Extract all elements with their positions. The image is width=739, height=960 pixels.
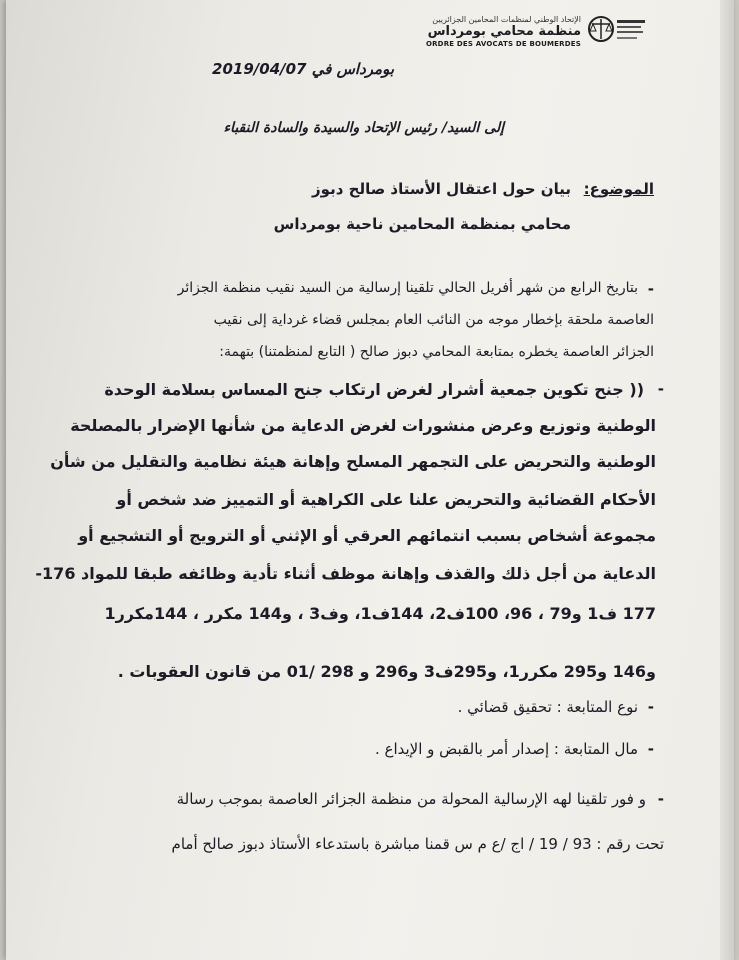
subject-label: الموضوع:: [583, 180, 654, 198]
bullet-dash: -: [647, 740, 654, 758]
date-line: بومرداس في 2019/04/07: [212, 60, 394, 78]
closing-line: و فور تلقينا لهه الإرسالية المحولة من منظمة الجزائر العاصمة بموجب رسالة: [176, 790, 646, 808]
paper-edge: [720, 0, 734, 960]
letterhead-org-name-fr: ORDRE DES AVOCATS DE BOUMERDES: [425, 40, 581, 48]
charges-line: الدعاية من أجل ذلك والقذف وإهانة موظف أثناء تأدية وظائفه طبقا للمواد 176-: [35, 564, 656, 583]
closing-line: تحت رقم : 93 / 19 / اج /ع م س قمنا مباشرة باستدعاء الأستاذ دبوز صالح أمام: [171, 835, 664, 853]
charges-line: مجموعة أشخاص بسبب انتمائهم العرقي أو الإثني أو الترويج أو التشجيع أو: [78, 526, 656, 545]
charges-line: الوطنية وتوزيع وعرض منشورات لغرض الدعاية من شأنها الإضرار بالمصلحة: [70, 416, 656, 435]
prosecution-type: نوع المتابعة : تحقيق قضائي .: [457, 698, 638, 716]
paragraph-line: بتاريخ الرابع من شهر أفريل الحالي تلقينا إرسالية من السيد نقيب منظمة الجزائر: [177, 280, 638, 296]
charges-line: الأحكام القضائية والتحريض علنا على الكراهية أو التمييز ضد شخص أو: [116, 490, 656, 509]
letterhead-org-name: منظمة محامي بومرداس: [427, 24, 581, 39]
address-line: إلى السيد/ رئيس الإتحاد والسيدة والسادة النقباء: [223, 120, 504, 136]
bullet-dash: -: [657, 790, 664, 808]
paragraph-line: العاصمة ملحقة بإخطار موجه من النائب العام بمجلس قضاء غرداية إلى نقيب: [213, 312, 654, 328]
paragraph-line: الجزائر العاصمة يخطره بمتابعة المحامي دبوز صالح ( التابع لمنظمتنا) بتهمة:: [219, 344, 654, 360]
charges-line: الوطنية والتحريض على التجمهر المسلح وإهانة هيئة نظامية والتقليل من شأن: [50, 452, 656, 471]
charges-line: و146 و295 مكرر1، و295ف3 و296 و 298 /01 من قانون العقوبات .: [117, 662, 656, 681]
letterhead-union-name: الإتحاد الوطني لمنظمات المحامين الجزائريين: [432, 15, 581, 24]
prosecution-outcome: مال المتابعة : إصدار أمر بالقبض و الإيداع .: [374, 740, 638, 758]
bullet-dash: -: [657, 380, 664, 398]
bullet-dash: -: [647, 280, 654, 298]
letterhead: [425, 12, 649, 48]
charges-line: (( جنح تكوين جمعية أشرار لغرض ارتكاب جنح المساس بسلامة الوحدة: [104, 380, 644, 399]
subject-line-1: بيان حول اعتقال الأستاذ صالح دبوز: [312, 180, 571, 198]
scales-of-justice-logo-icon: [583, 14, 647, 48]
document-page: [6, 0, 734, 960]
subject-line-2: محامي بمنظمة المحامين ناحية بومرداس: [273, 215, 571, 233]
charges-line: 177 ف1 و79 ، 96، 100ف2، 144ف1، وف3 ، و144 مكرر ، 144مكرر1: [104, 604, 656, 623]
bullet-dash: -: [647, 698, 654, 716]
